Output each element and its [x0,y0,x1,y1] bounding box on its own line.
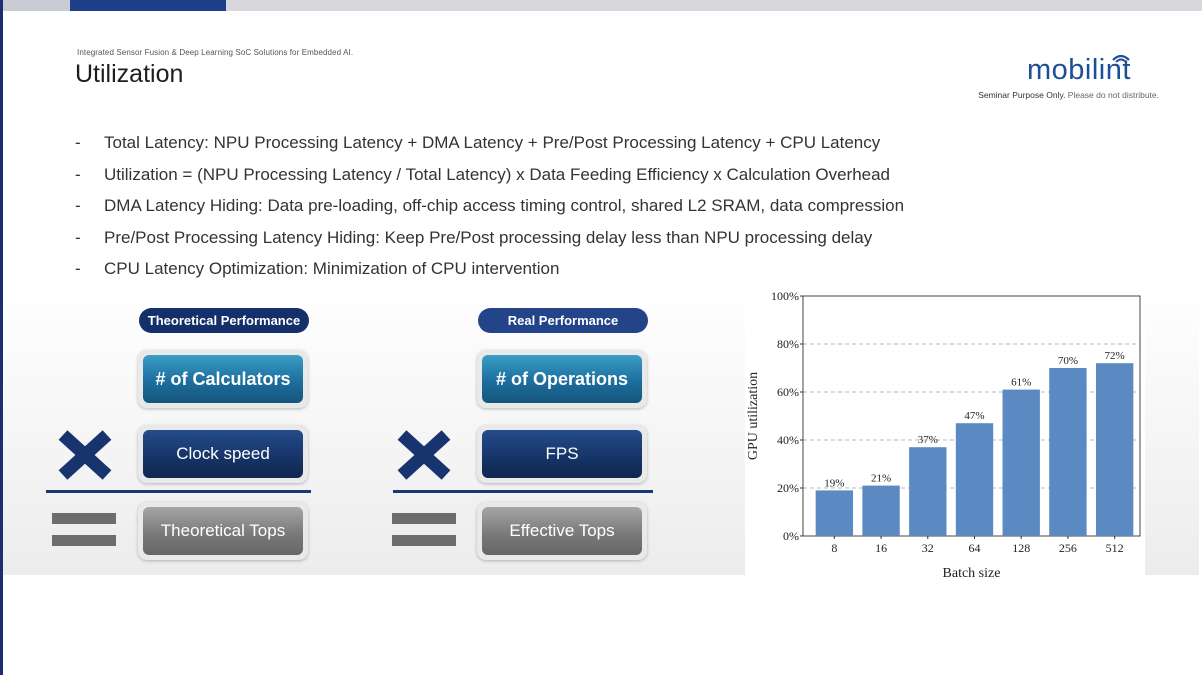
progress-track [226,0,1202,11]
calculators-box [138,350,308,408]
fps-box [477,425,647,483]
bar [1003,390,1040,536]
progress-fill [70,0,226,11]
theoretical-performance-label: Theoretical Performance [139,308,309,333]
bar-value-label: 37% [917,434,938,447]
theoretical-tops-label: Theoretical Tops [143,507,303,555]
equals-icon [52,513,116,553]
bar-value-label: 47% [964,410,985,423]
bullet-item [75,226,955,258]
real-performance-label: Real Performance [478,308,648,333]
effective-tops-box [477,502,647,560]
top-progress-strip [0,0,1202,11]
x-tick-label: 8 [831,541,838,555]
x-tick-label: 32 [921,541,934,555]
logo-text: mobilint [1027,54,1131,86]
gpu-utilization-chart [745,286,1145,578]
bar-value-label: 70% [1057,355,1079,367]
chart-svg [745,286,1145,578]
y-tick-label: 40% [777,433,799,447]
x-tick-label: 16 [875,541,888,555]
multiply-icon [57,430,113,480]
y-axis-label: GPU utilization [746,371,761,461]
bullet-marker: - [75,133,81,152]
bullet-text: DMA Latency Hiding: Data pre-loading, off-chip access timing control, shared L2 SRAM, data compression [104,196,905,215]
x-tick-label: 64 [968,541,981,555]
bullet-item [75,163,955,195]
fps-label: FPS [482,430,642,478]
bullet-marker: - [75,164,81,184]
x-tick-label: 512 [1105,541,1124,555]
bullet-marker: - [75,196,81,215]
clock-speed-box [138,425,308,483]
disclaimer-strong: Seminar Purpose Only. [978,90,1066,100]
bar-value-label: 21% [870,472,892,485]
y-tick-label: 0% [783,529,799,543]
bar-value-label: 19% [824,477,845,490]
y-tick-label: 60% [777,385,799,399]
real-divider [393,490,653,493]
theoretical-tops-box [138,502,308,560]
bullet-item [75,131,955,163]
mobilint-logo [1025,48,1165,88]
bullet-text: Utilization = (NPU Processing Latency / Total Latency) x Data Feeding Efficiency x Calculation Overhead [104,164,891,184]
disclaimer-rest: Please do not distribute. [1065,90,1159,100]
bar [816,490,853,536]
bar-value-label: 72% [1104,350,1125,363]
operations-box [477,350,647,408]
disclaimer [978,90,1159,100]
bar [909,447,946,536]
bullet-list [75,131,955,289]
y-tick-label: 20% [777,481,799,495]
effective-tops-label: Effective Tops [482,507,642,555]
calculators-label: # of Calculators [143,355,303,403]
bar [956,423,993,536]
bar [1049,368,1086,536]
bar [862,486,899,536]
bullet-text: Total Latency: NPU Processing Latency + DMA Latency + Pre/Post Processing Latency + CPU Latency [104,133,881,152]
slide-title: Utilization [75,60,184,88]
bullet-marker: - [75,227,81,247]
bar-value-label: 61% [1011,376,1032,389]
operations-label: # of Operations [482,355,642,403]
y-tick-label: 80% [777,337,799,351]
clock-speed-label: Clock speed [143,430,303,478]
bullet-text: Pre/Post Processing Latency Hiding: Keep Pre/Post processing delay less than NPU processing delay [104,227,873,247]
theoretical-divider [46,490,311,493]
x-tick-label: 128 [1012,541,1031,555]
bullet-item [75,194,955,226]
bar [1096,363,1133,536]
x-axis-label: Batch size [942,566,1001,578]
bullet-marker: - [75,259,81,278]
equals-icon [392,513,456,553]
slide-subtitle: Integrated Sensor Fusion & Deep Learning SoC Solutions for Embedded AI. [77,48,354,57]
multiply-icon [396,430,452,480]
x-tick-label: 256 [1058,541,1077,555]
bullet-text: CPU Latency Optimization: Minimization of CPU intervention [104,259,560,278]
y-tick-label: 100% [771,289,799,303]
